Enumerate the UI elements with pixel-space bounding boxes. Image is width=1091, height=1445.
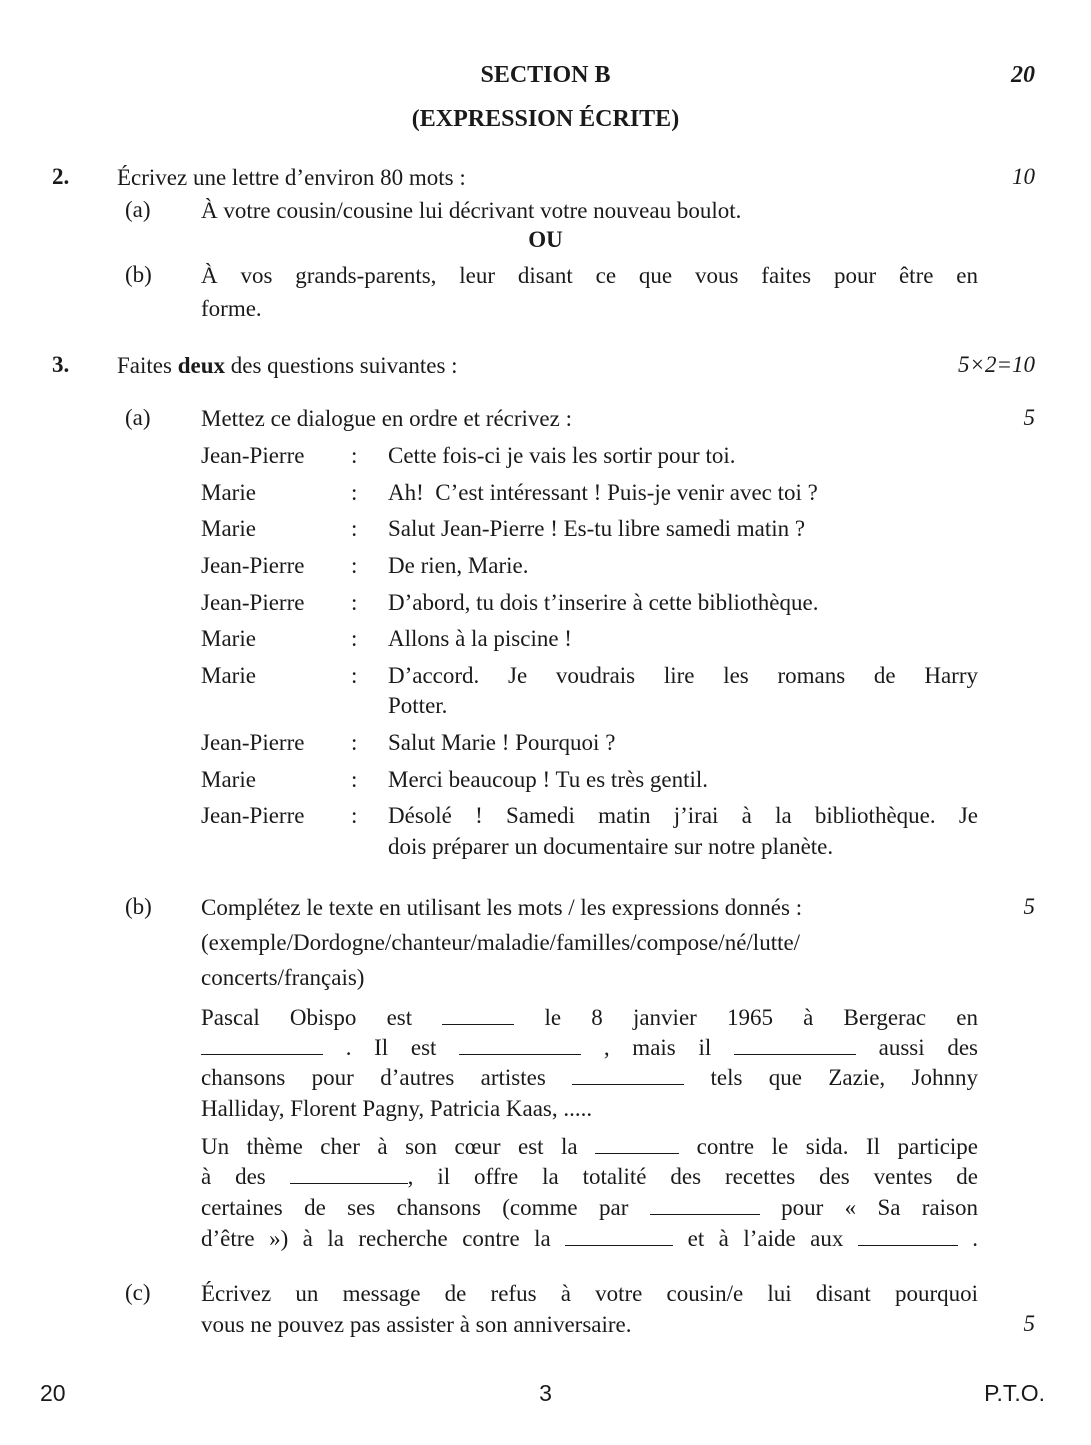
page-number: 3: [539, 1380, 552, 1406]
fill-text-line: à des , il offre la totalité des recettes des ventes de: [201, 1164, 979, 1189]
q3-a-prompt: Mettez ce dialogue en ordre et récrivez :: [201, 406, 572, 431]
answer-blank[interactable]: [442, 1006, 514, 1025]
q3-c-label: (c): [125, 1280, 151, 1305]
q2-b-line1: À vos grands-parents, leur disant ce que vous faites pour être en: [201, 263, 978, 288]
answer-blank[interactable]: [201, 1036, 323, 1055]
dialogue-speaker: Marie: [201, 626, 256, 651]
q3-b-prompt: Complétez le texte en utilisant les mots / les expressions donnés :: [201, 895, 803, 920]
dialogue-speaker: Jean-Pierre: [201, 730, 305, 755]
dialogue-speaker: Marie: [201, 767, 256, 792]
section-marks: 20: [1011, 62, 1035, 88]
fill-text-line: Pascal Obispo est le 8 janvier 1965 à Bergerac en: [201, 1005, 979, 1030]
dialogue-line: Ah! C’est intéressant ! Puis-je venir avec toi ?: [388, 480, 818, 505]
dialogue-line: Allons à la piscine !: [388, 626, 572, 651]
answer-blank[interactable]: [459, 1036, 581, 1055]
dialogue-line: D’abord, tu dois t’inserire à cette bibliothèque.: [388, 590, 819, 615]
dialogue-line: Potter.: [388, 693, 448, 718]
answer-blank[interactable]: [572, 1066, 684, 1085]
q2-or: OU: [528, 227, 563, 252]
fill-text-line: Halliday, Florent Pagny, Patricia Kaas, .....: [201, 1096, 593, 1121]
answer-blank[interactable]: [565, 1227, 673, 1246]
q3-c-marks: 5: [1023, 1311, 1035, 1336]
question-2-number: 2.: [52, 164, 70, 189]
dialogue-line: Merci beaucoup ! Tu es très gentil.: [388, 767, 709, 792]
dialogue-line: Salut Jean-Pierre ! Es-tu libre samedi matin ?: [388, 516, 806, 541]
dialogue-speaker: Jean-Pierre: [201, 443, 305, 468]
answer-blank[interactable]: [290, 1165, 408, 1184]
fill-text-line: d’être ») à la recherche contre la et à l’aide aux .: [201, 1226, 979, 1251]
fill-text-line: Un thème cher à son cœur est la contre le sida. Il participe: [201, 1134, 979, 1159]
dialogue-line: D’accord. Je voudrais lire les romans de Harry: [388, 663, 978, 688]
dialogue-speaker: Marie: [201, 663, 256, 688]
dialogue-line: Cette fois-ci je vais les sortir pour toi.: [388, 443, 736, 468]
answer-blank[interactable]: [858, 1227, 958, 1246]
dialogue-line: Désolé ! Samedi matin j’irai à la bibliothèque. Je: [388, 803, 978, 828]
dialogue-line: De rien, Marie.: [388, 553, 529, 578]
q2-b-line2: forme.: [201, 296, 262, 321]
question-3-number: 3.: [52, 352, 70, 377]
q3-a-marks: 5: [1023, 405, 1035, 430]
section-title: SECTION B: [480, 62, 611, 88]
q2-a-text: À votre cousin/cousine lui décrivant votre nouveau boulot.: [201, 198, 742, 223]
q2-b-label: (b): [125, 262, 152, 287]
answer-blank[interactable]: [650, 1196, 760, 1215]
dialogue-line: dois préparer un documentaire sur notre planète.: [388, 834, 834, 859]
q3-b-label: (b): [125, 894, 152, 919]
q3-b-marks: 5: [1023, 894, 1035, 919]
question-3-marks: 5×2=10: [957, 352, 1035, 377]
q3-a-label: (a): [125, 405, 151, 430]
dialogue-speaker: Marie: [201, 516, 256, 541]
q3-c-line2: vous ne pouvez pas assister à son anniversaire.: [201, 1312, 632, 1337]
question-2-marks: 10: [1012, 164, 1035, 189]
question-2-prompt: Écrivez une lettre d’environ 80 mots :: [117, 165, 466, 190]
dialogue-speaker: Jean-Pierre: [201, 590, 305, 615]
footer-code: 20: [40, 1380, 66, 1406]
answer-blank[interactable]: [734, 1036, 856, 1055]
q3-b-word-list: (exemple/Dordogne/chanteur/maladie/familles/compose/né/lutte/: [201, 930, 801, 955]
fill-text-line: chansons pour d’autres artistes tels que Zazie, Johnny: [201, 1065, 978, 1090]
fill-text-line: certaines de ses chansons (comme par pour « Sa raison: [201, 1195, 979, 1220]
dialogue-speaker: Marie: [201, 480, 256, 505]
q3-c-line1: Écrivez un message de refus à votre cousin/e lui disant pourquoi: [201, 1281, 978, 1306]
dialogue-line: Salut Marie ! Pourquoi ?: [388, 730, 616, 755]
q3-b-word-list: concerts/français): [201, 965, 365, 990]
dialogue-speaker: Jean-Pierre: [201, 803, 305, 828]
answer-blank[interactable]: [595, 1135, 679, 1154]
section-subtitle: (EXPRESSION ÉCRITE): [411, 106, 680, 132]
footer-pto: P.T.O.: [984, 1380, 1045, 1406]
q2-a-label: (a): [125, 197, 151, 222]
question-3-prompt: Faites deux des questions suivantes :: [117, 353, 458, 378]
dialogue-speaker: Jean-Pierre: [201, 553, 305, 578]
fill-text-line: . Il est , mais il aussi des: [201, 1032, 978, 1063]
